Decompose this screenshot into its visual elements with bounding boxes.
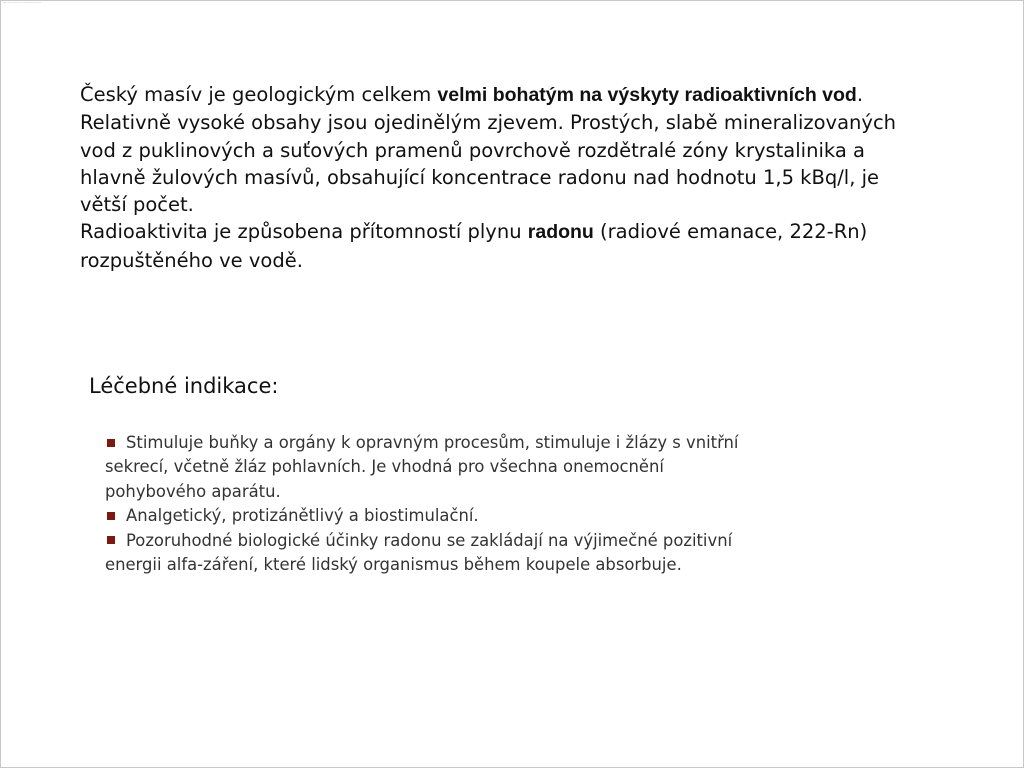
corner-text: Cz::::: :::: :::: ::::::::: :::::::: ::: ::::: ::::::::::::::::: ::::::::: :::: bbox=[3, 2, 42, 4]
intro-p1-text-b: . Relativně vysoké obsahy jsou ojedinělým zjevem. Prostých, slabě mineralizovaných vod z puklinových a suťových pramenů povrchově rozdětralé zóny krystalinika a hlavně žulových masívů, obsahující koncentrace radonu nad hodnotu 1,5 kBq/l, je větší počet. bbox=[80, 83, 897, 217]
intro-p2-text-b: (radiové emanace, 222-Rn) rozpuštěného ve vodě. bbox=[80, 220, 868, 272]
intro-paragraph-2 bbox=[80, 218, 900, 274]
square-bullet-icon bbox=[107, 536, 115, 544]
intro-text-block bbox=[80, 81, 900, 274]
square-bullet-icon bbox=[107, 512, 115, 520]
intro-p1-bold: velmi bohatým na výskyty radioaktivních vod bbox=[437, 84, 857, 106]
list-item bbox=[105, 431, 745, 504]
list-item bbox=[105, 504, 745, 528]
intro-p2-text-a: Radioaktivita je způsobena přítomností plynu bbox=[80, 220, 528, 244]
indications-heading bbox=[89, 372, 278, 400]
indications-heading-colon: : bbox=[271, 374, 279, 398]
intro-paragraph-1 bbox=[80, 81, 900, 218]
intro-p2-bold: radonu bbox=[527, 221, 594, 244]
indications-heading-text: Léčebné indikace bbox=[89, 374, 272, 398]
indications-list bbox=[105, 431, 745, 577]
list-item-text: Stimuluje buňky a orgány k opravným procesům, stimuluje i žlázy s vnitřní sekrecí, včetně žláz pohlavních. Je vhodná pro všechna onemocnění pohybového aparátu. bbox=[105, 433, 739, 501]
square-bullet-icon bbox=[107, 439, 115, 447]
list-item bbox=[105, 529, 745, 578]
intro-p1-text-a: Český masív je geologickým celkem bbox=[80, 83, 438, 106]
list-item-text: Analgetický, protizánětlivý a biostimulační. bbox=[126, 506, 479, 526]
list-item-text: Pozoruhodné biologické účinky radonu se zakládají na výjimečné pozitivní energii alfa-záření, které lidský organismus během koupele absorbuje. bbox=[105, 530, 733, 575]
